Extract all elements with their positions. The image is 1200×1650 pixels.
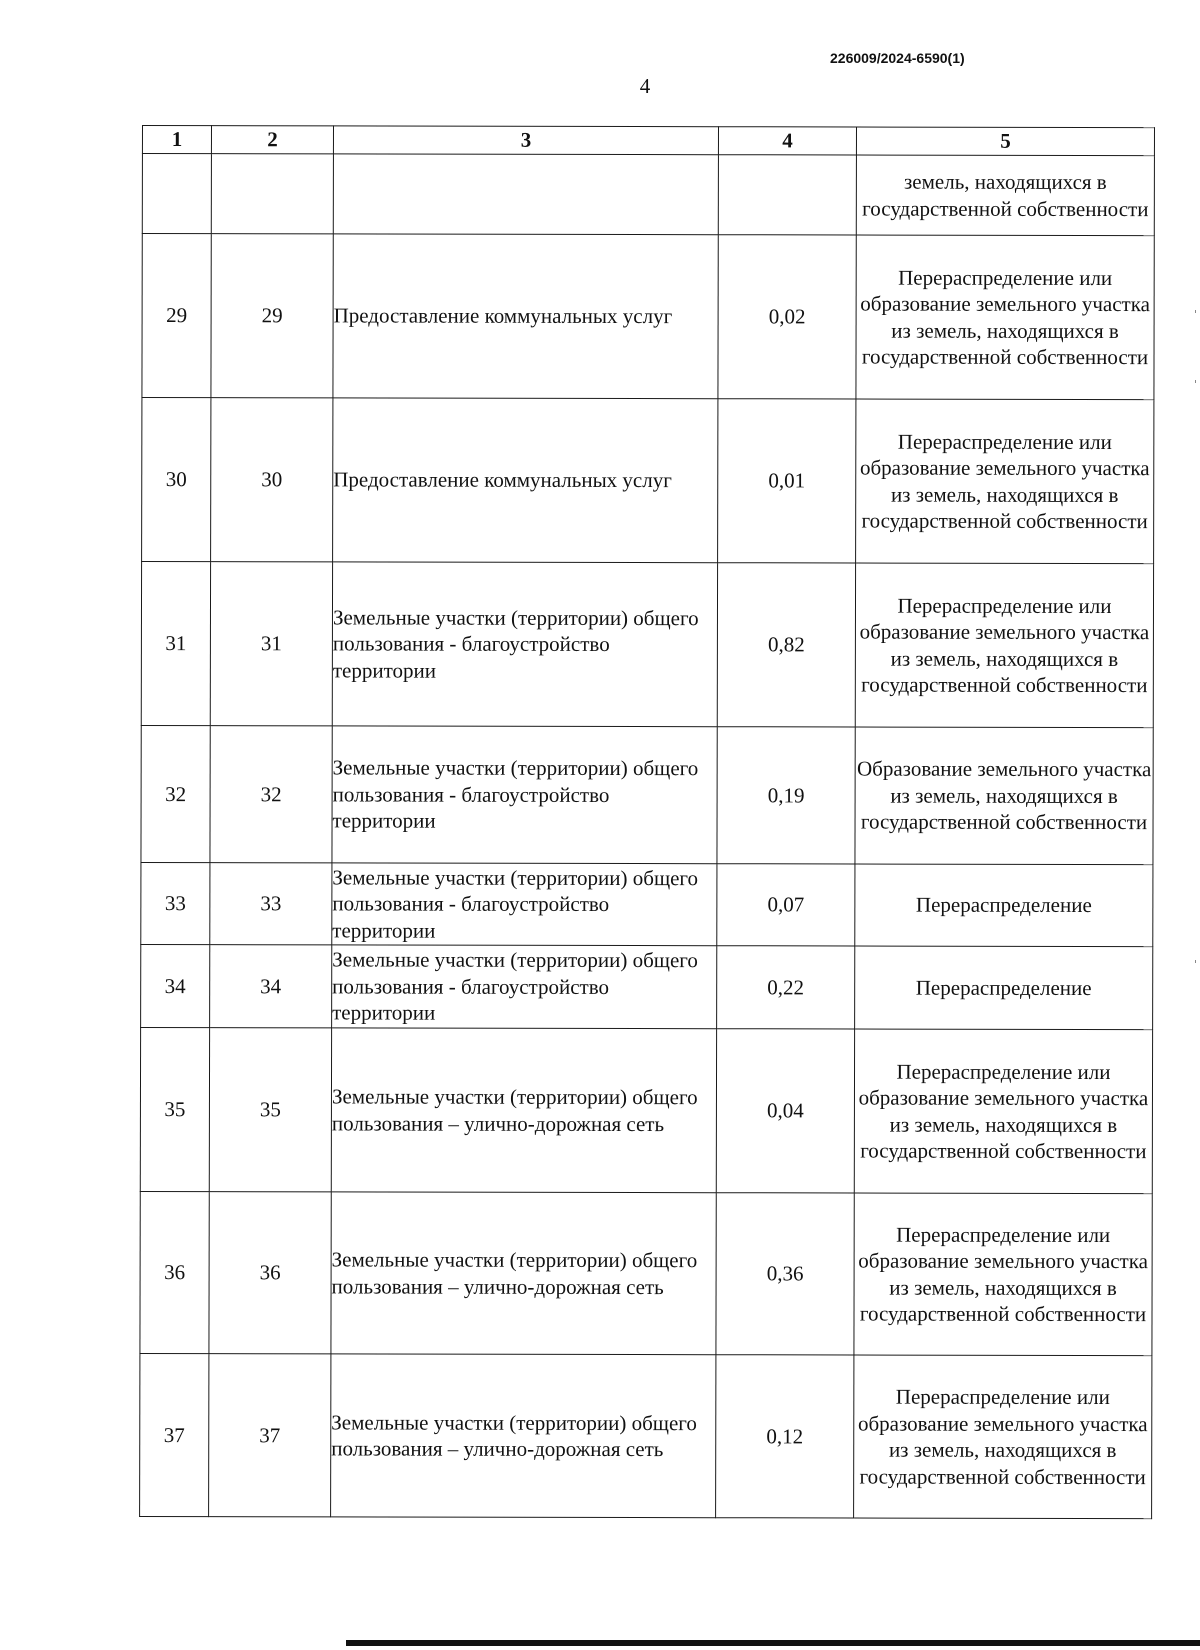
area-cell: 0,12 xyxy=(716,1355,854,1518)
land-use-cell: Предоставление коммунальных услуг xyxy=(333,234,718,399)
plot-number-cell: 30 xyxy=(211,398,333,562)
area-cell: 0,04 xyxy=(716,1029,854,1193)
document-number: 226009/2024-6590(1) xyxy=(830,50,965,66)
table-row xyxy=(140,1027,1152,1193)
formation-method-cell: Перераспределение или образование земельного участка из земель, находящихся в государственной собственности xyxy=(854,1193,1152,1356)
table-row xyxy=(141,562,1153,728)
scan-edge-mark xyxy=(1195,960,1196,963)
area-cell xyxy=(718,155,856,235)
plot-number-cell: 37 xyxy=(209,1354,331,1517)
land-use-cell: Земельные участки (территории) общего пользования - благоустройство территории xyxy=(332,863,717,946)
land-use-cell: Земельные участки (территории) общего пользования – улично-дорожная сеть xyxy=(331,1028,716,1193)
row-number-cell: 33 xyxy=(141,862,210,944)
land-use-cell xyxy=(333,154,718,235)
area-cell: 0,82 xyxy=(717,563,855,727)
column-header-3: 3 xyxy=(333,126,718,155)
land-plots-table xyxy=(139,125,1155,1519)
table-row xyxy=(140,1353,1152,1518)
column-header-5: 5 xyxy=(856,127,1154,156)
table-row xyxy=(141,725,1153,864)
formation-method-cell: Перераспределение или образование земельного участка из земель, находящихся в государственной собственности xyxy=(856,399,1154,564)
formation-method-cell: Перераспределение или образование земельного участка из земель, находящихся в государственной собственности xyxy=(854,1355,1152,1519)
plot-number-cell: 34 xyxy=(210,945,332,1028)
area-cell: 0,36 xyxy=(716,1193,854,1355)
area-cell: 0,01 xyxy=(718,399,856,563)
row-number-cell: 31 xyxy=(141,562,210,726)
row-number-cell xyxy=(142,154,211,234)
plot-number-cell: 36 xyxy=(209,1192,331,1354)
row-number-cell: 35 xyxy=(140,1027,209,1191)
column-header-2: 2 xyxy=(211,126,333,154)
table-row xyxy=(141,944,1153,1029)
row-number-cell: 29 xyxy=(142,234,211,398)
row-number-cell: 36 xyxy=(140,1191,209,1353)
land-use-cell: Земельные участки (территории) общего пользования – улично-дорожная сеть xyxy=(331,1192,716,1355)
scan-bottom-rule xyxy=(346,1640,1200,1646)
plot-number-cell: 31 xyxy=(210,562,332,726)
row-number-cell: 34 xyxy=(141,944,210,1027)
row-number-cell: 32 xyxy=(141,725,210,862)
formation-method-cell: Образование земельного участка из земель, находящихся в государственной собственности xyxy=(855,727,1153,865)
formation-method-cell: Перераспределение или образование земельного участка из земель, находящихся в государственной собственности xyxy=(855,563,1153,728)
land-use-cell: Предоставление коммунальных услуг xyxy=(333,398,718,563)
land-use-cell: Земельные участки (территории) общего пользования - благоустройство территории xyxy=(332,945,717,1029)
table-row xyxy=(142,234,1154,400)
table-row xyxy=(140,1191,1152,1355)
table-header-row xyxy=(142,126,1154,156)
area-cell: 0,19 xyxy=(717,727,855,864)
land-use-cell: Земельные участки (территории) общего пользования - благоустройство территории xyxy=(332,562,717,727)
scan-edge-mark xyxy=(1195,310,1196,313)
scan-edge-mark xyxy=(1195,380,1196,383)
formation-method-cell: Перераспределение или образование земельного участка из земель, находящихся в государственной собственности xyxy=(854,1029,1152,1194)
column-header-1: 1 xyxy=(142,126,211,154)
table-row xyxy=(141,862,1153,946)
column-header-4: 4 xyxy=(718,127,856,155)
row-number-cell: 37 xyxy=(140,1353,209,1516)
area-cell: 0,02 xyxy=(718,235,856,399)
land-use-cell: Земельные участки (территории) общего пользования – улично-дорожная сеть xyxy=(331,1354,716,1518)
area-cell: 0,22 xyxy=(717,946,855,1029)
plot-number-cell: 35 xyxy=(209,1028,331,1192)
page-number: 4 xyxy=(639,74,651,98)
table-row xyxy=(142,398,1154,564)
plot-number-cell xyxy=(211,154,333,234)
plot-number-cell: 33 xyxy=(210,863,332,945)
formation-method-cell: земель, находящихся в государственной собственности xyxy=(856,155,1154,236)
formation-method-cell: Перераспределение xyxy=(855,864,1153,947)
table-row xyxy=(142,154,1154,236)
formation-method-cell: Перераспределение или образование земельного участка из земель, находящихся в государственной собственности xyxy=(856,235,1154,400)
formation-method-cell: Перераспределение xyxy=(855,946,1153,1030)
row-number-cell: 30 xyxy=(142,398,211,562)
area-cell: 0,07 xyxy=(717,864,855,946)
land-use-cell: Земельные участки (территории) общего пользования - благоустройство территории xyxy=(332,726,717,864)
plot-number-cell: 32 xyxy=(210,726,332,863)
plot-number-cell: 29 xyxy=(211,234,333,398)
